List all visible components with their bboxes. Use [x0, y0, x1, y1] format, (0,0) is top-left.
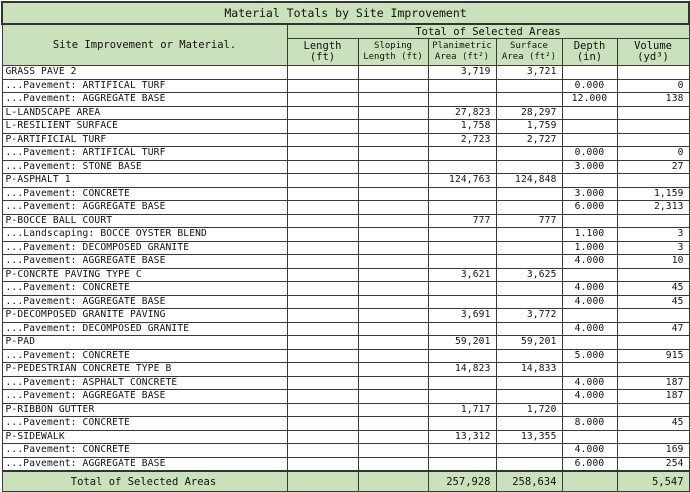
- cell-depth: 1.000: [562, 241, 617, 255]
- cell-name: ...Landscaping: BOCCE OYSTER BLEND: [2, 228, 287, 242]
- cell-surface: 3,721: [496, 66, 562, 80]
- cell-name: ...Pavement: CONCRETE: [2, 444, 287, 458]
- cell-volume: [617, 133, 689, 147]
- cell-surface: 3,772: [496, 309, 562, 323]
- table-row: [2, 160, 689, 174]
- table-row: [2, 417, 689, 431]
- table-title: Material Totals by Site Improvement: [2, 2, 689, 24]
- cell-planimetric: [428, 282, 496, 296]
- cell-sloping: [358, 376, 428, 390]
- cell-depth: 3.000: [562, 160, 617, 174]
- cell-length: [287, 295, 358, 309]
- cell-planimetric: 14,823: [428, 363, 496, 377]
- table-title-row: [2, 2, 689, 24]
- column-header-sloping: [358, 39, 428, 66]
- cell-volume: [617, 120, 689, 134]
- length-header-line1: Length: [303, 40, 342, 52]
- cell-name: ...Pavement: AGGREGATE BASE: [2, 295, 287, 309]
- cell-depth: 6.000: [562, 201, 617, 215]
- table-row: [2, 403, 689, 417]
- cell-depth: [562, 403, 617, 417]
- cell-volume: 254: [617, 457, 689, 471]
- table-row: [2, 390, 689, 404]
- cell-length: [287, 174, 358, 188]
- cell-length: [287, 241, 358, 255]
- cell-length: [287, 133, 358, 147]
- cell-name: ...Pavement: STONE BASE: [2, 160, 287, 174]
- cell-name: P-RIBBON GUTTER: [2, 403, 287, 417]
- table-row: [2, 430, 689, 444]
- cell-depth: 12.000: [562, 93, 617, 107]
- total-planimetric: 257,928: [428, 471, 496, 492]
- cell-surface: 1,759: [496, 120, 562, 134]
- cell-surface: [496, 93, 562, 107]
- column-header-depth: [562, 39, 617, 66]
- cell-length: [287, 403, 358, 417]
- cell-surface: [496, 241, 562, 255]
- cell-name: ...Pavement: CONCRETE: [2, 282, 287, 296]
- cell-length: [287, 336, 358, 350]
- cell-length: [287, 214, 358, 228]
- cell-volume: [617, 309, 689, 323]
- cell-surface: 28,297: [496, 106, 562, 120]
- cell-name: ...Pavement: DECOMPOSED GRANITE: [2, 241, 287, 255]
- cell-sloping: [358, 160, 428, 174]
- cell-name: ...Pavement: ARTIFICAL TURF: [2, 79, 287, 93]
- cell-volume: [617, 403, 689, 417]
- volume-header-line1: Volume: [634, 40, 672, 52]
- cell-name: P-DECOMPOSED GRANITE PAVING: [2, 309, 287, 323]
- cell-name: ...Pavement: CONCRETE: [2, 187, 287, 201]
- cell-volume: 3: [617, 228, 689, 242]
- total-row: [2, 471, 689, 492]
- cell-depth: 4.000: [562, 376, 617, 390]
- cell-surface: [496, 160, 562, 174]
- cell-sloping: [358, 336, 428, 350]
- cell-depth: 5.000: [562, 349, 617, 363]
- column-header-length: [287, 39, 358, 66]
- table-row: [2, 174, 689, 188]
- cell-surface: [496, 417, 562, 431]
- cell-surface: [496, 147, 562, 161]
- surface-header-line2: Area (ft²): [501, 52, 557, 62]
- table-row: [2, 201, 689, 215]
- cell-depth: 3.000: [562, 187, 617, 201]
- total-sloping: [358, 471, 428, 492]
- cell-depth: [562, 120, 617, 134]
- cell-planimetric: 124,763: [428, 174, 496, 188]
- cell-depth: 6.000: [562, 457, 617, 471]
- table-row: [2, 79, 689, 93]
- cell-surface: 777: [496, 214, 562, 228]
- cell-volume: 47: [617, 322, 689, 336]
- cell-planimetric: [428, 79, 496, 93]
- table-row: [2, 228, 689, 242]
- planimetric-header-line1: Planimetric: [432, 41, 492, 51]
- total-surface: 258,634: [496, 471, 562, 492]
- cell-length: [287, 147, 358, 161]
- cell-planimetric: 2,723: [428, 133, 496, 147]
- cell-planimetric: [428, 376, 496, 390]
- sloping-header-line1: Sloping: [374, 41, 412, 51]
- table-row: [2, 376, 689, 390]
- cell-length: [287, 417, 358, 431]
- total-depth: [562, 471, 617, 492]
- cell-sloping: [358, 255, 428, 269]
- cell-surface: [496, 322, 562, 336]
- cell-planimetric: 1,717: [428, 403, 496, 417]
- cell-planimetric: [428, 417, 496, 431]
- planimetric-header-line2: Area (ft²): [434, 52, 490, 62]
- cell-volume: 169: [617, 444, 689, 458]
- cell-sloping: [358, 214, 428, 228]
- table-row: [2, 187, 689, 201]
- group-header: Total of Selected Areas: [287, 24, 689, 39]
- cell-length: [287, 255, 358, 269]
- cell-depth: [562, 430, 617, 444]
- cell-depth: 4.000: [562, 255, 617, 269]
- cell-volume: 187: [617, 376, 689, 390]
- cell-length: [287, 268, 358, 282]
- cell-depth: [562, 268, 617, 282]
- cell-surface: 3,625: [496, 268, 562, 282]
- cell-length: [287, 322, 358, 336]
- cell-length: [287, 390, 358, 404]
- cell-volume: 187: [617, 390, 689, 404]
- table-row: [2, 120, 689, 134]
- cell-surface: [496, 187, 562, 201]
- cell-planimetric: [428, 457, 496, 471]
- cell-depth: 0.000: [562, 147, 617, 161]
- table-row: [2, 241, 689, 255]
- cell-sloping: [358, 174, 428, 188]
- cell-volume: [617, 66, 689, 80]
- cell-planimetric: 1,758: [428, 120, 496, 134]
- cell-sloping: [358, 79, 428, 93]
- cell-length: [287, 187, 358, 201]
- cell-surface: [496, 79, 562, 93]
- cell-volume: 915: [617, 349, 689, 363]
- cell-length: [287, 201, 358, 215]
- cell-surface: 14,833: [496, 363, 562, 377]
- cell-name: GRASS PAVE 2: [2, 66, 287, 80]
- cell-planimetric: [428, 444, 496, 458]
- group-header-row: [2, 24, 689, 39]
- column-header-surface: [496, 39, 562, 66]
- cell-volume: 0: [617, 147, 689, 161]
- table-row: [2, 133, 689, 147]
- cell-volume: 45: [617, 282, 689, 296]
- cell-sloping: [358, 268, 428, 282]
- table-row: [2, 336, 689, 350]
- cell-sloping: [358, 93, 428, 107]
- cell-name: P-PEDESTRIAN CONCRETE TYPE B: [2, 363, 287, 377]
- cell-volume: 0: [617, 79, 689, 93]
- table-row: [2, 349, 689, 363]
- cell-depth: [562, 336, 617, 350]
- cell-depth: 4.000: [562, 390, 617, 404]
- cell-name: L-LANDSCAPE AREA: [2, 106, 287, 120]
- cell-depth: [562, 309, 617, 323]
- cell-sloping: [358, 241, 428, 255]
- cell-sloping: [358, 403, 428, 417]
- cell-surface: 124,848: [496, 174, 562, 188]
- cell-sloping: [358, 390, 428, 404]
- cell-volume: 45: [617, 417, 689, 431]
- table-row: [2, 322, 689, 336]
- cell-planimetric: 3,691: [428, 309, 496, 323]
- cell-volume: 138: [617, 93, 689, 107]
- cell-surface: 59,201: [496, 336, 562, 350]
- sloping-header-line2: Length (ft): [363, 52, 423, 62]
- table-row: [2, 106, 689, 120]
- cell-volume: 27: [617, 160, 689, 174]
- cell-name: ...Pavement: AGGREGATE BASE: [2, 457, 287, 471]
- cell-surface: [496, 349, 562, 363]
- cell-sloping: [358, 66, 428, 80]
- cell-volume: 1,159: [617, 187, 689, 201]
- cell-depth: 4.000: [562, 444, 617, 458]
- cell-surface: [496, 255, 562, 269]
- cell-sloping: [358, 282, 428, 296]
- surface-header-line1: Surface: [510, 41, 548, 51]
- cell-sloping: [358, 106, 428, 120]
- cell-name: L-RESILIENT SURFACE: [2, 120, 287, 134]
- cell-length: [287, 363, 358, 377]
- cell-length: [287, 66, 358, 80]
- cell-length: [287, 120, 358, 134]
- cell-length: [287, 282, 358, 296]
- cell-planimetric: [428, 147, 496, 161]
- cell-depth: 1.100: [562, 228, 617, 242]
- cell-length: [287, 349, 358, 363]
- cell-sloping: [358, 322, 428, 336]
- cell-name: P-CONCRTE PAVING TYPE C: [2, 268, 287, 282]
- cell-surface: 1,720: [496, 403, 562, 417]
- cell-surface: [496, 444, 562, 458]
- cell-volume: 10: [617, 255, 689, 269]
- cell-name: P-PAD: [2, 336, 287, 350]
- cell-surface: [496, 201, 562, 215]
- cell-name: ...Pavement: AGGREGATE BASE: [2, 93, 287, 107]
- cell-planimetric: 3,719: [428, 66, 496, 80]
- cell-name: ...Pavement: DECOMPOSED GRANITE: [2, 322, 287, 336]
- cell-name: ...Pavement: AGGREGATE BASE: [2, 255, 287, 269]
- cell-planimetric: [428, 322, 496, 336]
- cell-length: [287, 309, 358, 323]
- cell-depth: [562, 66, 617, 80]
- cell-sloping: [358, 120, 428, 134]
- cell-planimetric: [428, 255, 496, 269]
- column-header-name: Site Improvement or Material.: [2, 24, 287, 66]
- cell-sloping: [358, 201, 428, 215]
- cell-length: [287, 430, 358, 444]
- cell-planimetric: 777: [428, 214, 496, 228]
- cell-surface: 2,727: [496, 133, 562, 147]
- cell-name: ...Pavement: ASPHALT CONCRETE: [2, 376, 287, 390]
- cell-volume: 2,313: [617, 201, 689, 215]
- cell-name: ...Pavement: AGGREGATE BASE: [2, 390, 287, 404]
- cell-planimetric: [428, 160, 496, 174]
- cell-length: [287, 160, 358, 174]
- table-row: [2, 268, 689, 282]
- cell-volume: [617, 214, 689, 228]
- cell-sloping: [358, 430, 428, 444]
- cell-sloping: [358, 363, 428, 377]
- cell-sloping: [358, 147, 428, 161]
- total-length: [287, 471, 358, 492]
- table-row: [2, 282, 689, 296]
- cell-planimetric: [428, 349, 496, 363]
- length-header-line2: (ft): [309, 51, 336, 63]
- cell-depth: [562, 363, 617, 377]
- table-row: [2, 309, 689, 323]
- cell-volume: [617, 174, 689, 188]
- cell-sloping: [358, 349, 428, 363]
- table-row: [2, 457, 689, 471]
- column-header-volume: [617, 39, 689, 66]
- cell-volume: 45: [617, 295, 689, 309]
- cell-name: P-ARTIFICIAL TURF: [2, 133, 287, 147]
- depth-header-line1: Depth: [573, 40, 606, 52]
- cell-length: [287, 457, 358, 471]
- cell-planimetric: [428, 390, 496, 404]
- cell-depth: 8.000: [562, 417, 617, 431]
- table-row: [2, 214, 689, 228]
- cell-surface: [496, 390, 562, 404]
- depth-header-line2: (in): [576, 51, 603, 63]
- cell-planimetric: 27,823: [428, 106, 496, 120]
- cell-planimetric: [428, 93, 496, 107]
- cell-volume: [617, 363, 689, 377]
- cell-sloping: [358, 187, 428, 201]
- table-row: [2, 295, 689, 309]
- cell-name: P-SIDEWALK: [2, 430, 287, 444]
- cell-planimetric: 3,621: [428, 268, 496, 282]
- cell-surface: [496, 228, 562, 242]
- cell-planimetric: 13,312: [428, 430, 496, 444]
- cell-sloping: [358, 444, 428, 458]
- cell-depth: 0.000: [562, 79, 617, 93]
- table-row: [2, 444, 689, 458]
- cell-length: [287, 376, 358, 390]
- cell-name: P-ASPHALT 1: [2, 174, 287, 188]
- cell-volume: [617, 106, 689, 120]
- cell-depth: 4.000: [562, 282, 617, 296]
- cell-sloping: [358, 133, 428, 147]
- cell-volume: 3: [617, 241, 689, 255]
- table-row: [2, 363, 689, 377]
- material-totals-table-container: [1, 1, 688, 490]
- total-label: Total of Selected Areas: [2, 471, 287, 492]
- table-row: [2, 255, 689, 269]
- cell-surface: [496, 376, 562, 390]
- cell-volume: [617, 268, 689, 282]
- table-row: [2, 66, 689, 80]
- cell-volume: [617, 430, 689, 444]
- material-totals-table: [1, 1, 690, 492]
- cell-length: [287, 228, 358, 242]
- cell-name: ...Pavement: ARTIFICAL TURF: [2, 147, 287, 161]
- total-volume: 5,547: [617, 471, 689, 492]
- cell-planimetric: [428, 295, 496, 309]
- cell-planimetric: [428, 228, 496, 242]
- table-row: [2, 93, 689, 107]
- cell-depth: [562, 174, 617, 188]
- cell-length: [287, 106, 358, 120]
- cell-surface: 13,355: [496, 430, 562, 444]
- cell-depth: [562, 133, 617, 147]
- cell-surface: [496, 457, 562, 471]
- volume-header-line2: (yd³): [637, 51, 669, 63]
- cell-length: [287, 444, 358, 458]
- cell-planimetric: [428, 241, 496, 255]
- cell-name: P-BOCCE BALL COURT: [2, 214, 287, 228]
- cell-planimetric: [428, 201, 496, 215]
- cell-sloping: [358, 417, 428, 431]
- cell-depth: 4.000: [562, 295, 617, 309]
- cell-name: ...Pavement: AGGREGATE BASE: [2, 201, 287, 215]
- column-header-planimetric: [428, 39, 496, 66]
- cell-sloping: [358, 457, 428, 471]
- cell-length: [287, 93, 358, 107]
- cell-length: [287, 79, 358, 93]
- cell-planimetric: [428, 187, 496, 201]
- cell-planimetric: 59,201: [428, 336, 496, 350]
- cell-depth: [562, 106, 617, 120]
- table-row: [2, 147, 689, 161]
- cell-surface: [496, 282, 562, 296]
- cell-name: ...Pavement: CONCRETE: [2, 349, 287, 363]
- cell-sloping: [358, 295, 428, 309]
- cell-depth: [562, 214, 617, 228]
- cell-sloping: [358, 228, 428, 242]
- cell-sloping: [358, 309, 428, 323]
- cell-surface: [496, 295, 562, 309]
- cell-name: ...Pavement: CONCRETE: [2, 417, 287, 431]
- cell-depth: 4.000: [562, 322, 617, 336]
- cell-volume: [617, 336, 689, 350]
